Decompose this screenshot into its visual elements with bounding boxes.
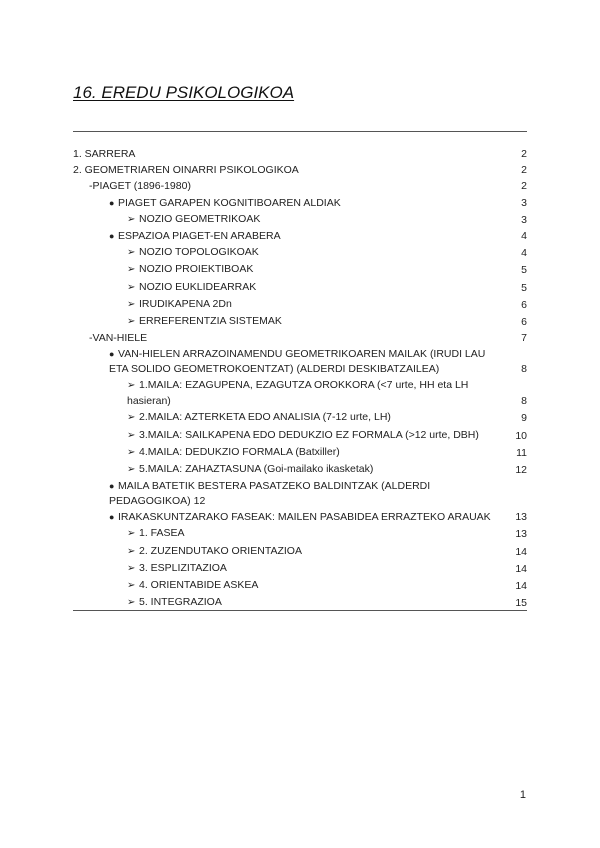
toc-entry-text: IRUDIKAPENA 2Dn [139,297,232,310]
toc-entry-page: 8 [521,395,527,408]
toc-entry-page: 12 [515,464,527,477]
toc-entry[interactable] [73,195,527,211]
toc-entry-page: 10 [515,429,527,442]
arrow-icon: ➢ [127,412,136,424]
bullet-icon: ● [109,349,115,360]
toc-entry-label [127,525,527,542]
toc-entry-text: 2. ZUZENDUTAKO ORIENTAZIOA [139,544,302,557]
bottom-divider [73,610,527,611]
toc-entry-text: NOZIO PROIEKTIBOAK [139,263,254,276]
toc-entry-text: -PIAGET (1896-1980) [89,180,191,193]
toc-entry-text: 1. SARRERA [73,148,136,160]
toc-entry-text: 4. ORIENTABIDE ASKEA [139,579,259,592]
toc-entry[interactable] [73,461,527,478]
arrow-icon: ➢ [127,281,136,293]
toc-entry-text: ERREFERENTZIA SISTEMAK [139,315,282,328]
toc-entry-page: 9 [521,412,527,425]
toc-entry[interactable] [73,478,527,509]
toc-entry[interactable] [73,313,527,330]
toc-entry-label [89,178,527,194]
toc-entry-text: 3.MAILA: SAILKAPENA EDO DEDUKZIO EZ FORMALA (>12 urte, DBH) [139,428,479,441]
arrow-icon: ➢ [127,446,136,458]
toc-entry-page: 8 [521,363,527,376]
bullet-icon: ● [109,481,115,492]
arrow-icon: ➢ [127,380,136,392]
toc-entry-text: 1.MAILA: EZAGUPENA, EZAGUTZA OROKKORA (<7 urte, HH eta LH hasieran) [127,379,469,407]
bullet-icon: ● [109,197,115,208]
toc-entry-label [127,594,527,611]
toc-entry-label [127,409,527,426]
toc-entry-text: -VAN-HIELE [89,332,148,345]
toc-entry-page: 5 [521,264,527,277]
toc-entry[interactable] [73,594,527,611]
toc-entry-label [127,444,527,461]
toc-entry[interactable] [73,427,527,444]
toc-entry-label [127,313,527,330]
page-number: 1 [519,789,526,801]
toc-entry-label [109,228,527,244]
toc-entry-label [127,543,527,560]
toc-entry-page: 6 [521,316,527,329]
toc-entry[interactable] [73,377,527,409]
toc-entry[interactable] [73,444,527,461]
toc-entry-page: 6 [521,298,527,311]
toc-entry-page: 13 [515,511,527,524]
toc-entry-page: 11 [516,446,527,459]
arrow-icon: ➢ [127,580,136,592]
arrow-icon: ➢ [127,247,136,259]
toc-entry-label [73,146,527,162]
toc-entry-page: 5 [521,281,527,294]
toc-entry-text: PIAGET GARAPEN KOGNITIBOAREN ALDIAK [118,196,341,209]
toc-entry-page: 4 [521,247,527,260]
toc-entry-text: 5. INTEGRAZIOA [139,596,222,609]
toc-entry-page: 2 [521,148,527,160]
arrow-icon: ➢ [127,545,136,557]
toc-entry[interactable] [73,525,527,542]
toc-entry-text: 3. ESPLIZITAZIOA [139,561,227,574]
toc-entry-label [127,211,527,228]
page-title: 16. EREDU PSIKOLOGIKOA [73,83,295,102]
toc-entry[interactable] [73,146,527,162]
toc-entry-text: 1. FASEA [139,527,185,540]
toc-entry-page: 2 [521,164,527,177]
toc-entry-label [89,330,527,346]
toc-entry-text: 4.MAILA: DEDUKZIO FORMALA (Batxiller) [139,445,340,458]
top-divider [73,131,527,132]
toc-entry-label [127,377,527,409]
toc-entry-text: NOZIO EUKLIDEARRAK [139,280,257,293]
toc-entry-text: VAN-HIELEN ARRAZOINAMENDU GEOMETRIKOAREN MAILAK (IRUDI LAU ETA SOLIDO GEOMETROKOENTZAT) (ALDERDI DESKIBATZAILEA) [109,348,486,375]
bullet-icon: ● [109,512,115,523]
toc-entry-page: 3 [521,196,527,209]
toc-entry-text: IRAKASKUNTZARAKO FASEAK: MAILEN PASABIDEA ERRAZTEKO ARAUAK [118,511,491,524]
toc-entry-text: NOZIO TOPOLOGIKOAK [139,246,259,259]
arrow-icon: ➢ [127,597,136,609]
arrow-icon: ➢ [127,562,136,574]
toc-entry-label [109,478,527,509]
toc-entry-page: 14 [515,580,527,593]
toc-entry-page: 4 [521,230,527,243]
toc-entry[interactable] [73,509,527,525]
toc-entry-text: MAILA BATETIK BESTERA PASATZEKO BALDINTZAK (ALDERDI PEDAGOGIKOA) 12 [109,480,431,507]
toc-entry[interactable] [73,279,527,296]
toc-entry-label [127,427,527,444]
toc-entry[interactable] [73,560,527,577]
arrow-icon: ➢ [127,213,136,225]
toc-entry-label [127,261,527,278]
toc-entry-page: 13 [515,528,527,541]
toc-entry[interactable] [73,346,527,377]
toc-entry-text: ESPAZIOA PIAGET-EN ARABERA [118,230,281,243]
toc-entry-label [73,162,527,178]
toc-entry-label [127,560,527,577]
toc-entry[interactable] [73,296,527,313]
toc-entry[interactable] [73,228,527,244]
toc-entry-page: 14 [515,545,527,558]
toc-entry-label [127,461,527,478]
toc-entry-page: 2 [521,180,527,193]
toc-entry[interactable] [73,211,527,228]
toc-entry-text: 5.MAILA: ZAHAZTASUNA (Goi-mailako ikasketak) [139,463,374,476]
toc-entry-label [109,346,527,377]
toc-entry-label [127,577,527,594]
arrow-icon: ➢ [127,528,136,540]
toc-entry-label [109,195,527,211]
toc-entry[interactable] [73,543,527,560]
toc-entry-text: 2.MAILA: AZTERKETA EDO ANALISIA (7-12 urte, LH) [139,411,391,424]
toc-entry-text: 2. GEOMETRIAREN OINARRI PSIKOLOGIKOA [73,164,299,177]
table-of-contents [73,146,527,611]
arrow-icon: ➢ [127,464,136,476]
toc-entry-page: 14 [515,562,527,575]
toc-entry-label [127,296,527,313]
toc-entry-text: NOZIO GEOMETRIKOAK [139,212,261,225]
toc-entry[interactable] [73,261,527,278]
arrow-icon: ➢ [127,316,136,328]
toc-entry[interactable] [73,162,527,178]
toc-entry-page: 15 [515,597,527,610]
toc-entry-label [127,279,527,296]
toc-entry-page: 3 [521,213,527,226]
toc-entry-label [109,509,527,525]
arrow-icon: ➢ [127,298,136,310]
toc-entry-page: 7 [521,332,527,345]
toc-entry[interactable] [73,409,527,426]
toc-entry-label [127,244,527,261]
arrow-icon: ➢ [127,264,136,276]
toc-entry[interactable] [73,178,527,194]
arrow-icon: ➢ [127,429,136,441]
bullet-icon: ● [109,231,115,242]
toc-entry[interactable] [73,244,527,261]
toc-entry[interactable] [73,330,527,346]
toc-entry[interactable] [73,577,527,594]
